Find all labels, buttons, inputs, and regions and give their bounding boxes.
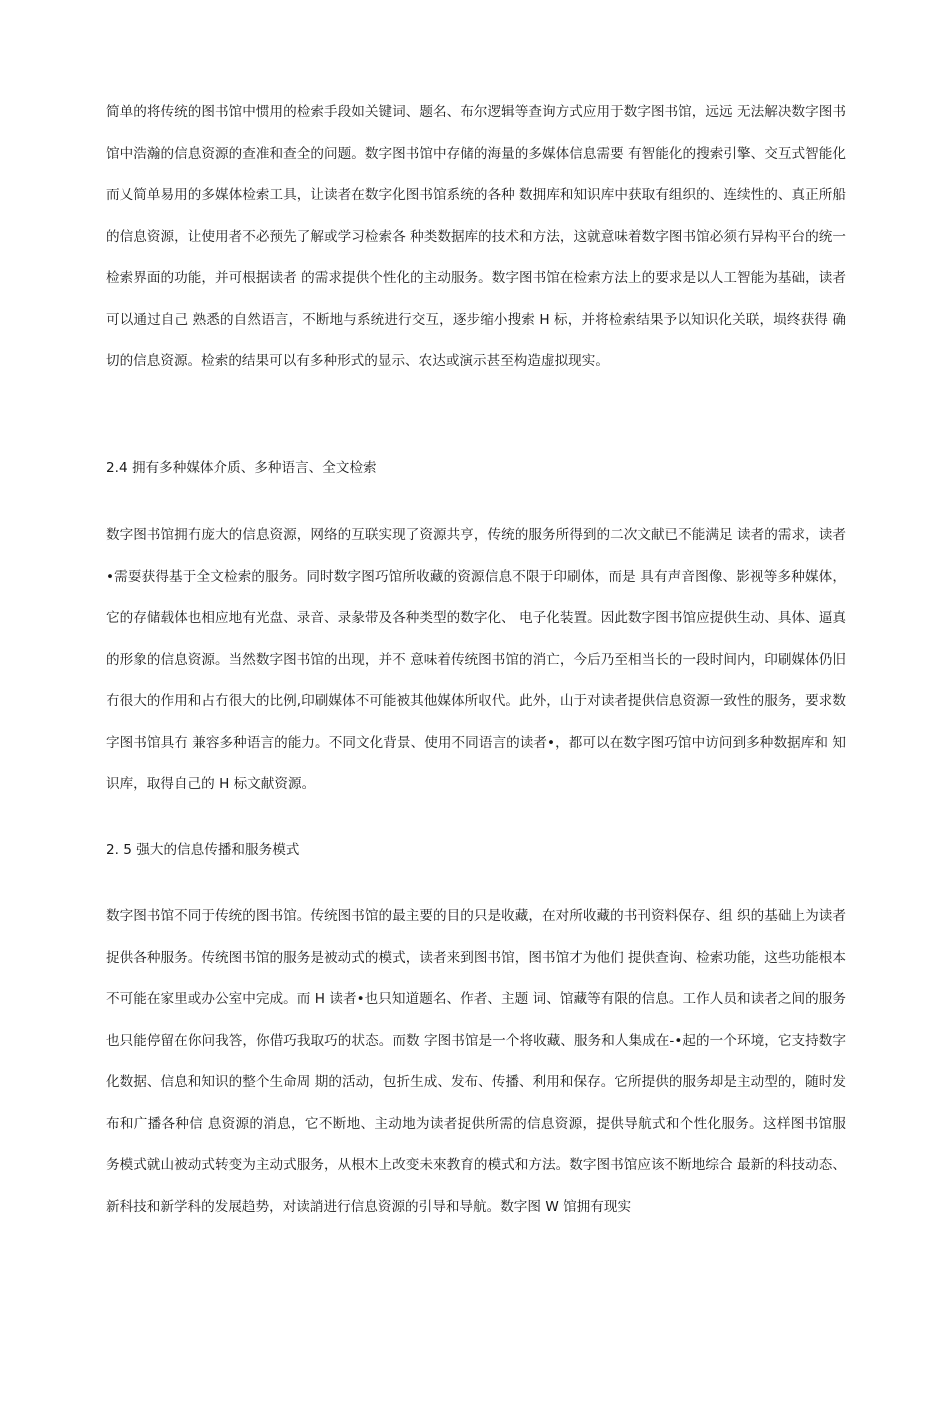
paragraph-service-model: 数字图书馆不同于传统的图书馆。传统图书馆的最主要的目的只是收藏，在对所收藏的书刊资料保存、组 织的基础上为读者捉供各种服务。传统图书馆的服务是被动式的模式，读者来到图书馆，图书馆才为他们 提供查询、检索功能，这些功能根本不可能在家里或办公室中完成。而 H 读者•也只知道题名、作者、主题 词、馆藏等有限的信息。工作人员和读者之间的服务也只能停留在你问我答，你借巧我取巧的状态。而数 字图书馆是一个将收藏、服务和人集成在-•起的一个环境，它支持数字化数据、信息和知识的整个生命周 期的活动，包折生成、发布、传播、利用和保存。它所提供的服务却是主动型的，随时发布和广播各种信 息资源的消息，它不断地、主动地为读者捉供所需的信息资源，提供导航式和个性化服务。这样图书馆服 务模式就山被动式转变为主动式服务，从根木上改变未來教育的模式和方法。数字图书馆应该不断地综合 最新的科技动态、新科技和新学科的发展趋势，对读誚进行信息资源的引导和导航。数字图 W 馆拥有现实 [106, 908, 846, 1215]
section-heading-2-4: 2.4 拥有多种媒体介质、多种语言、全文检索 [106, 460, 377, 476]
paragraph-multimedia-fulltext: 数字图书馆拥冇庞大的信息资源，网络的互联实现了资源共亨，传统的服务所得到的二次文献已不能满足 读者的需求，读者•需耍获得基于全文检索的服务。同时数字图巧馆所收藏的资源信息不限于印刷体，而是 具有声音图像、影视等多种媒体，它的存储载体也相应地有光盘、录音、录彖带及各种类型的数字化、 电子化装置。因此数字图书馆应提供生动、具体、逼真的形象的信息资源。当然数字图书馆的出现，并不 意味着传统图书馆的消亡，今后乃至相当长的一段时间内，印刷媒体仍旧冇很大的作用和占冇很大的比例,印刷媒体不可能被其他媒体所収代。此外，山于对读者提供信息资源一致性的服务，要求数字图书馆具冇 兼容多种语言的能力。不同文化背景、使用不同语言的读者•，都可以在数字图巧馆中访问到多种数据库和 知识库，取得自己的 H 标文献资源。 [106, 527, 846, 792]
paragraph-search-methods: 简单的将传统的图书馆中惯用的检索手段如关键词、题名、布尔逻辑等查询方式应用于数字图书馆，远远 无法解决数字图书馆中浩瀚的信息资源的查准和查全的问题。数字图书馆中存储的海量的多媒体信息需要 有智能化的搜索引擎、交互式智能化而乂简单易用的多媒体检索工具，让读者在数字化图书馆系统的各种 数拥库和知识库中获取有组织的、连续性的、真正所船的信息资源，让使用者不必预先了解或学习检索各 种类数据库的技术和方法，这就意味着数字图书馆必须冇异构平台的统一检索界面的功能，并可根据读者 的需求提供个性化的主动服务。数字图书馆在检索方法上的要求是以人工智能为基础，读者可以通过自己 熟悉的自然语言，不断地与系统进行交互，逐步缩小搜索 H 标，并将检索结果予以知识化关联，埙终获得 确切的信息资源。检索的结果可以有多种形式的显示、农达或演示甚至构造虚拟现实。 [106, 104, 846, 369]
section-heading-2-5: 2. 5 强大的信息传播和服务模式 [106, 842, 300, 858]
